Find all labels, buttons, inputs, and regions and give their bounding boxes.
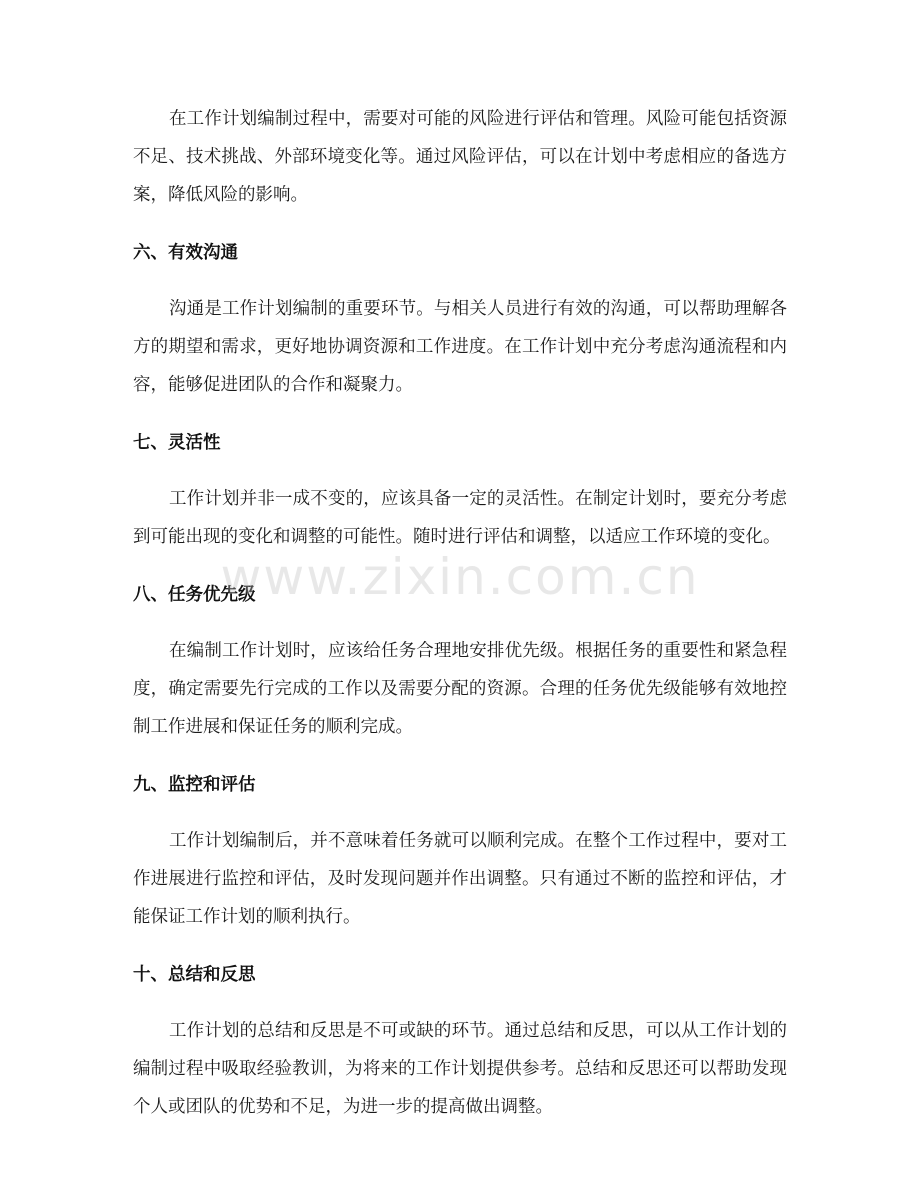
section-paragraph-summary: 工作计划的总结和反思是不可或缺的环节。通过总结和反思，可以从工作计划的编制过程中吸取经验教训，为将来的工作计划提供参考。总结和反思还可以帮助发现个人或团队的优势和不足，为进一步的提高做出调整。	[133, 1021, 787, 1117]
section-heading-communication: 六、有效沟通	[133, 243, 238, 263]
section-heading-summary: 十、总结和反思	[133, 965, 256, 985]
intro-paragraph: 在工作计划编制过程中，需要对可能的风险进行评估和管理。风险可能包括资源不足、技术挑战、外部环境变化等。通过风险评估，可以在计划中考虑相应的备选方案，降低风险的影响。	[133, 109, 787, 205]
section-paragraph-flexibility: 工作计划并非一成不变的，应该具备一定的灵活性。在制定计划时，要充分考虑到可能出现的变化和调整的可能性。随时进行评估和调整，以适应工作环境的变化。	[133, 489, 787, 547]
section-heading-flexibility: 七、灵活性	[133, 433, 221, 453]
section-heading-task-priority: 八、任务优先级	[133, 585, 256, 605]
section-paragraph-task-priority: 在编制工作计划时，应该给任务合理地安排优先级。根据任务的重要性和紧急程度，确定需要先行完成的工作以及需要分配的资源。合理的任务优先级能够有效地控制工作进展和保证任务的顺利完成。	[133, 641, 787, 737]
section-heading-monitoring: 九、监控和评估	[133, 775, 256, 795]
section-paragraph-communication: 沟通是工作计划编制的重要环节。与相关人员进行有效的沟通，可以帮助理解各方的期望和需求，更好地协调资源和工作进度。在工作计划中充分考虑沟通流程和内容，能够促进团队的合作和凝聚力。	[133, 299, 787, 395]
watermark: www.zixin.com.cn	[220, 548, 700, 606]
section-paragraph-monitoring: 工作计划编制后，并不意味着任务就可以顺利完成。在整个工作过程中，要对工作进展进行监控和评估，及时发现问题并作出调整。只有通过不断的监控和评估，才能保证工作计划的顺利执行。	[133, 831, 787, 927]
document-body	[133, 100, 787, 1126]
